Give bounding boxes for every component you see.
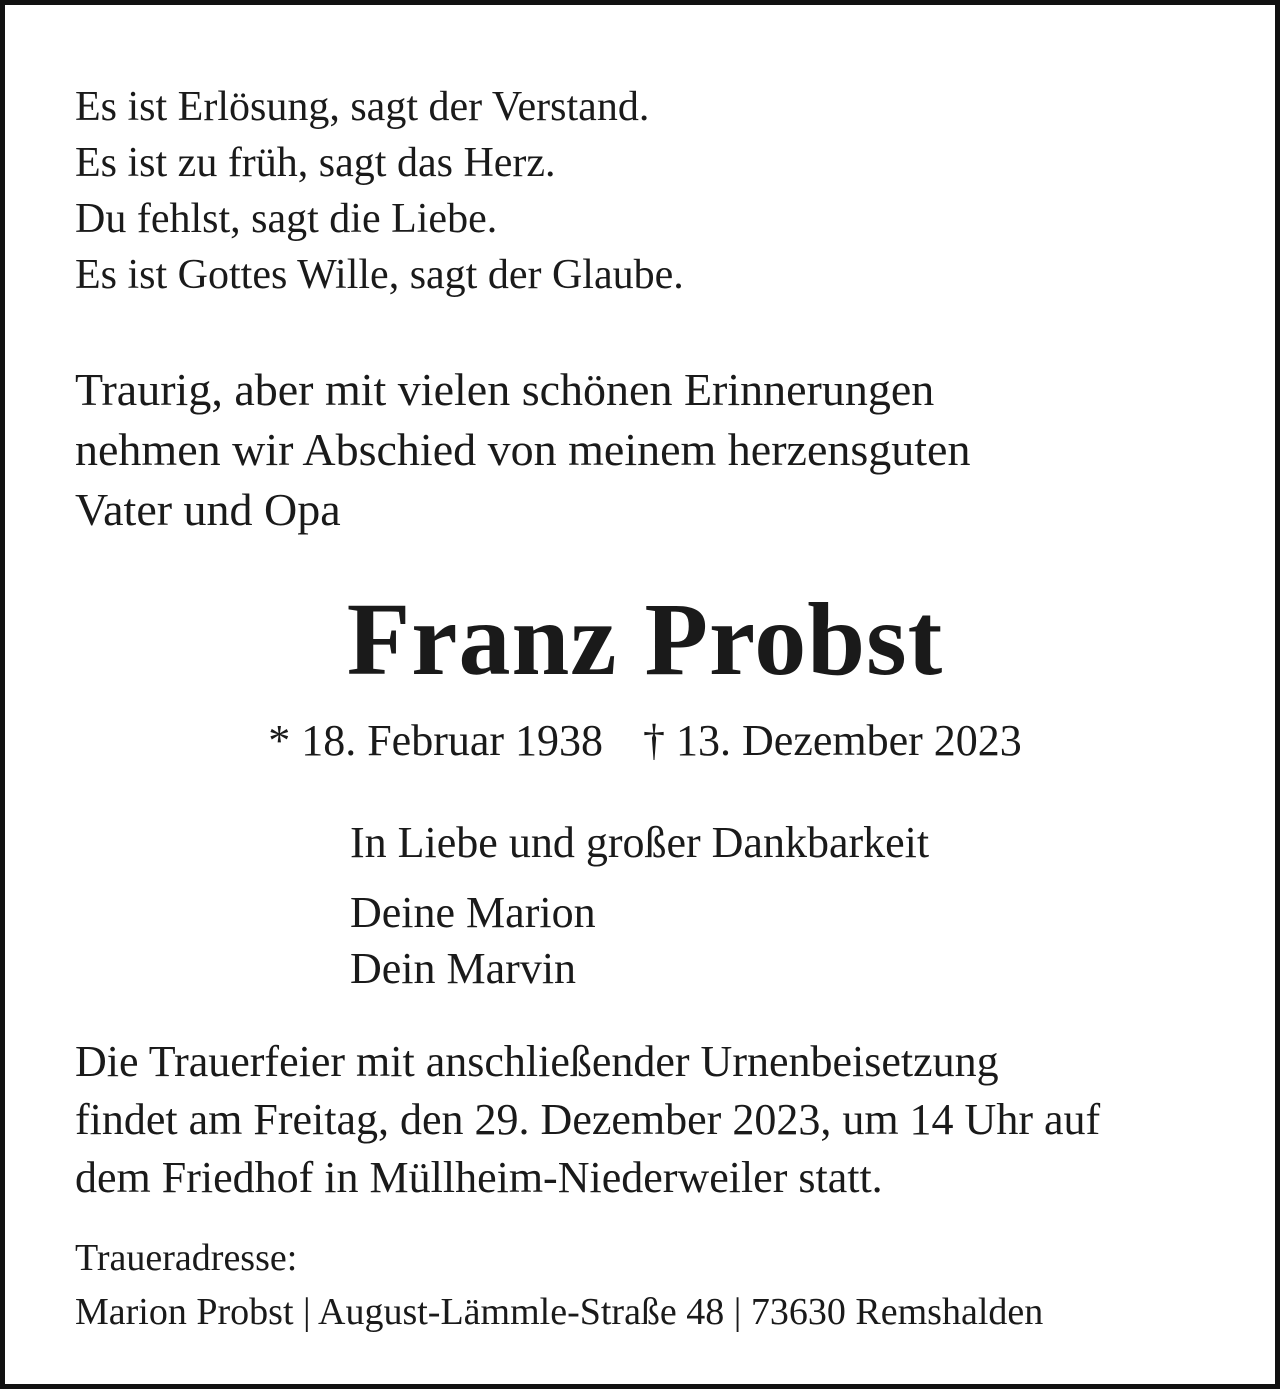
poem-line: Du fehlst, sagt die Liebe. [75,196,498,242]
funeral-service-info [75,1033,1100,1207]
poem-line: Es ist zu früh, sagt das Herz. [75,140,556,186]
service-line: findet am Freitag, den 29. Dezember 2023, um 14 Uhr auf [75,1095,1101,1144]
mourning-address [75,1231,1043,1339]
intro-line: Traurig, aber mit vielen schönen Erinnerungen [75,364,935,415]
poem [75,79,684,303]
service-line: dem Friedhof in Müllheim-Niederweiler statt. [75,1153,883,1202]
dedication: In Liebe und großer Dankbarkeit [350,818,930,867]
deceased-name: Franz Probst [346,582,944,697]
birth-date: * 18. Februar 1938 [268,716,604,765]
poem-line: Es ist Gottes Wille, sagt der Glaube. [75,252,684,298]
intro-line: nehmen wir Abschied von meinem herzensguten [75,424,971,475]
signers [350,885,596,997]
address-label: Traueradresse: [75,1237,298,1279]
life-dates [5,713,1280,769]
signer: Dein Marvin [350,944,577,993]
service-line: Die Trauerfeier mit anschließender Urnenbeisetzung [75,1037,999,1086]
signer: Deine Marion [350,888,596,937]
intro-text [75,360,970,540]
death-date: † 13. Dezember 2023 [643,716,1022,765]
poem-line: Es ist Erlösung, sagt der Verstand. [75,84,650,130]
address-line: Marion Probst | August-Lämmle-Straße 48 | 73630 Remshalden [75,1291,1044,1333]
intro-line: Vater und Opa [75,484,341,535]
